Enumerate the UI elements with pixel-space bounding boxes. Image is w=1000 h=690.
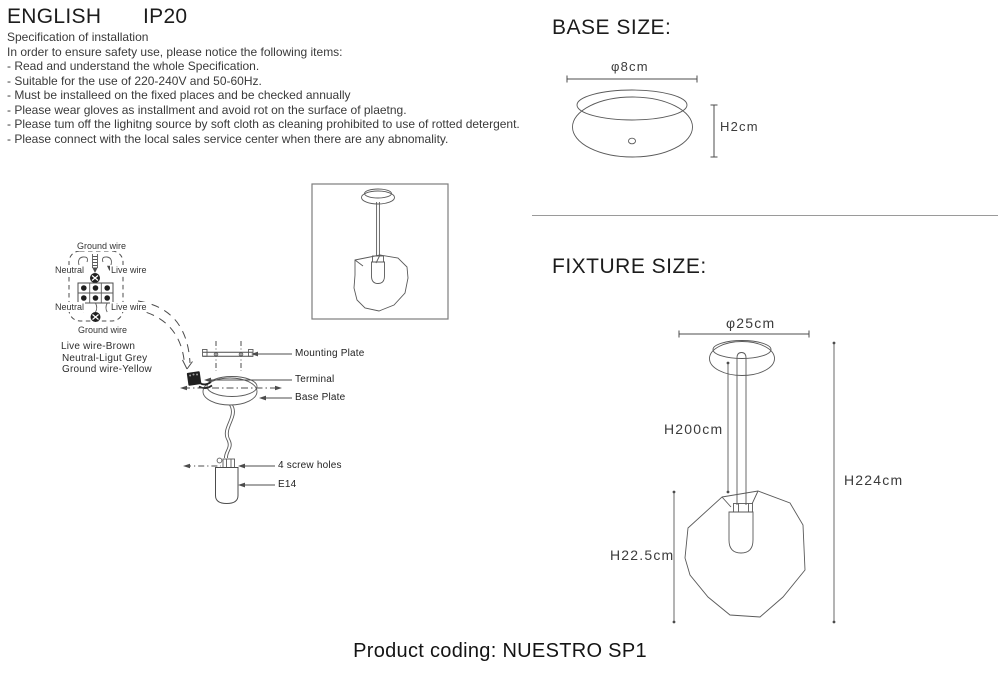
base-height-dim: H2cm bbox=[720, 119, 759, 134]
live-wire-top-label: Live wire bbox=[111, 265, 147, 275]
spec-line: - Please wear gloves as installment and avoid rot on the surface of plaetng. bbox=[7, 102, 407, 117]
installation-spec-text bbox=[7, 30, 520, 146]
terminal-block bbox=[187, 371, 202, 386]
base-size-title: BASE SIZE: bbox=[552, 16, 672, 39]
language-title: ENGLISH bbox=[7, 5, 102, 28]
spec-line: - Please connect with the local sales service center when there are any abnomality. bbox=[7, 131, 449, 146]
base-plate-label: Base Plate bbox=[295, 392, 346, 403]
neutral-top-label: Neutral bbox=[55, 265, 85, 275]
spec-line: - Must be installeed on the fixed places and be checked annually bbox=[7, 88, 351, 102]
base-size-drawing bbox=[540, 55, 810, 180]
cable-drawing bbox=[224, 405, 234, 458]
base-diameter-dim: φ8cm bbox=[611, 59, 649, 74]
spec-line: - Read and understand the whole Specification. bbox=[7, 59, 260, 73]
terminal-label: Terminal bbox=[295, 374, 335, 385]
section-divider bbox=[532, 215, 998, 216]
screw-holes-label: 4 screw holes bbox=[278, 460, 342, 471]
spec-line: In order to ensure safety use, please notice the following items: bbox=[7, 44, 343, 59]
spec-line: - Please tum off the lighitng source by soft cloth as cleaning prohibited to use of rotted detergent. bbox=[7, 117, 520, 131]
product-coding: Product coding: NUESTRO SP1 bbox=[353, 640, 647, 662]
neutral-bottom-label: Neutral bbox=[55, 302, 85, 312]
mounting-plate-label: Mounting Plate bbox=[295, 348, 365, 359]
total-height-dim: H224cm bbox=[844, 472, 904, 488]
e14-socket-label: E14 bbox=[278, 479, 297, 490]
spec-line: - Suitable for the use of 220-240V and 50-60Hz. bbox=[7, 73, 262, 88]
fixture-diameter-dim: φ25cm bbox=[726, 315, 776, 331]
legend-neutral: Neutral-Ligut Grey bbox=[62, 353, 148, 364]
ground-wire-top-label: Ground wire bbox=[77, 241, 127, 251]
spec-line: Specification of installation bbox=[7, 30, 149, 44]
shade-height-dim: H22.5cm bbox=[610, 547, 675, 563]
base-plate-drawing bbox=[180, 371, 282, 405]
rod-height-dim: H200cm bbox=[664, 421, 724, 437]
live-wire-bottom-label: Live wire bbox=[111, 302, 147, 312]
legend-live-wire: Live wire-Brown bbox=[61, 341, 136, 352]
legend-ground-wire: Ground wire-Yellow bbox=[62, 364, 152, 375]
product-thumbnail-box bbox=[312, 184, 448, 319]
socket-drawing bbox=[183, 458, 238, 503]
ground-wire-bottom-label: Ground wire bbox=[78, 325, 128, 335]
fixture-size-title: FIXTURE SIZE: bbox=[552, 255, 707, 278]
mounting-plate-drawing bbox=[203, 341, 254, 371]
ip-rating: IP20 bbox=[143, 5, 188, 28]
